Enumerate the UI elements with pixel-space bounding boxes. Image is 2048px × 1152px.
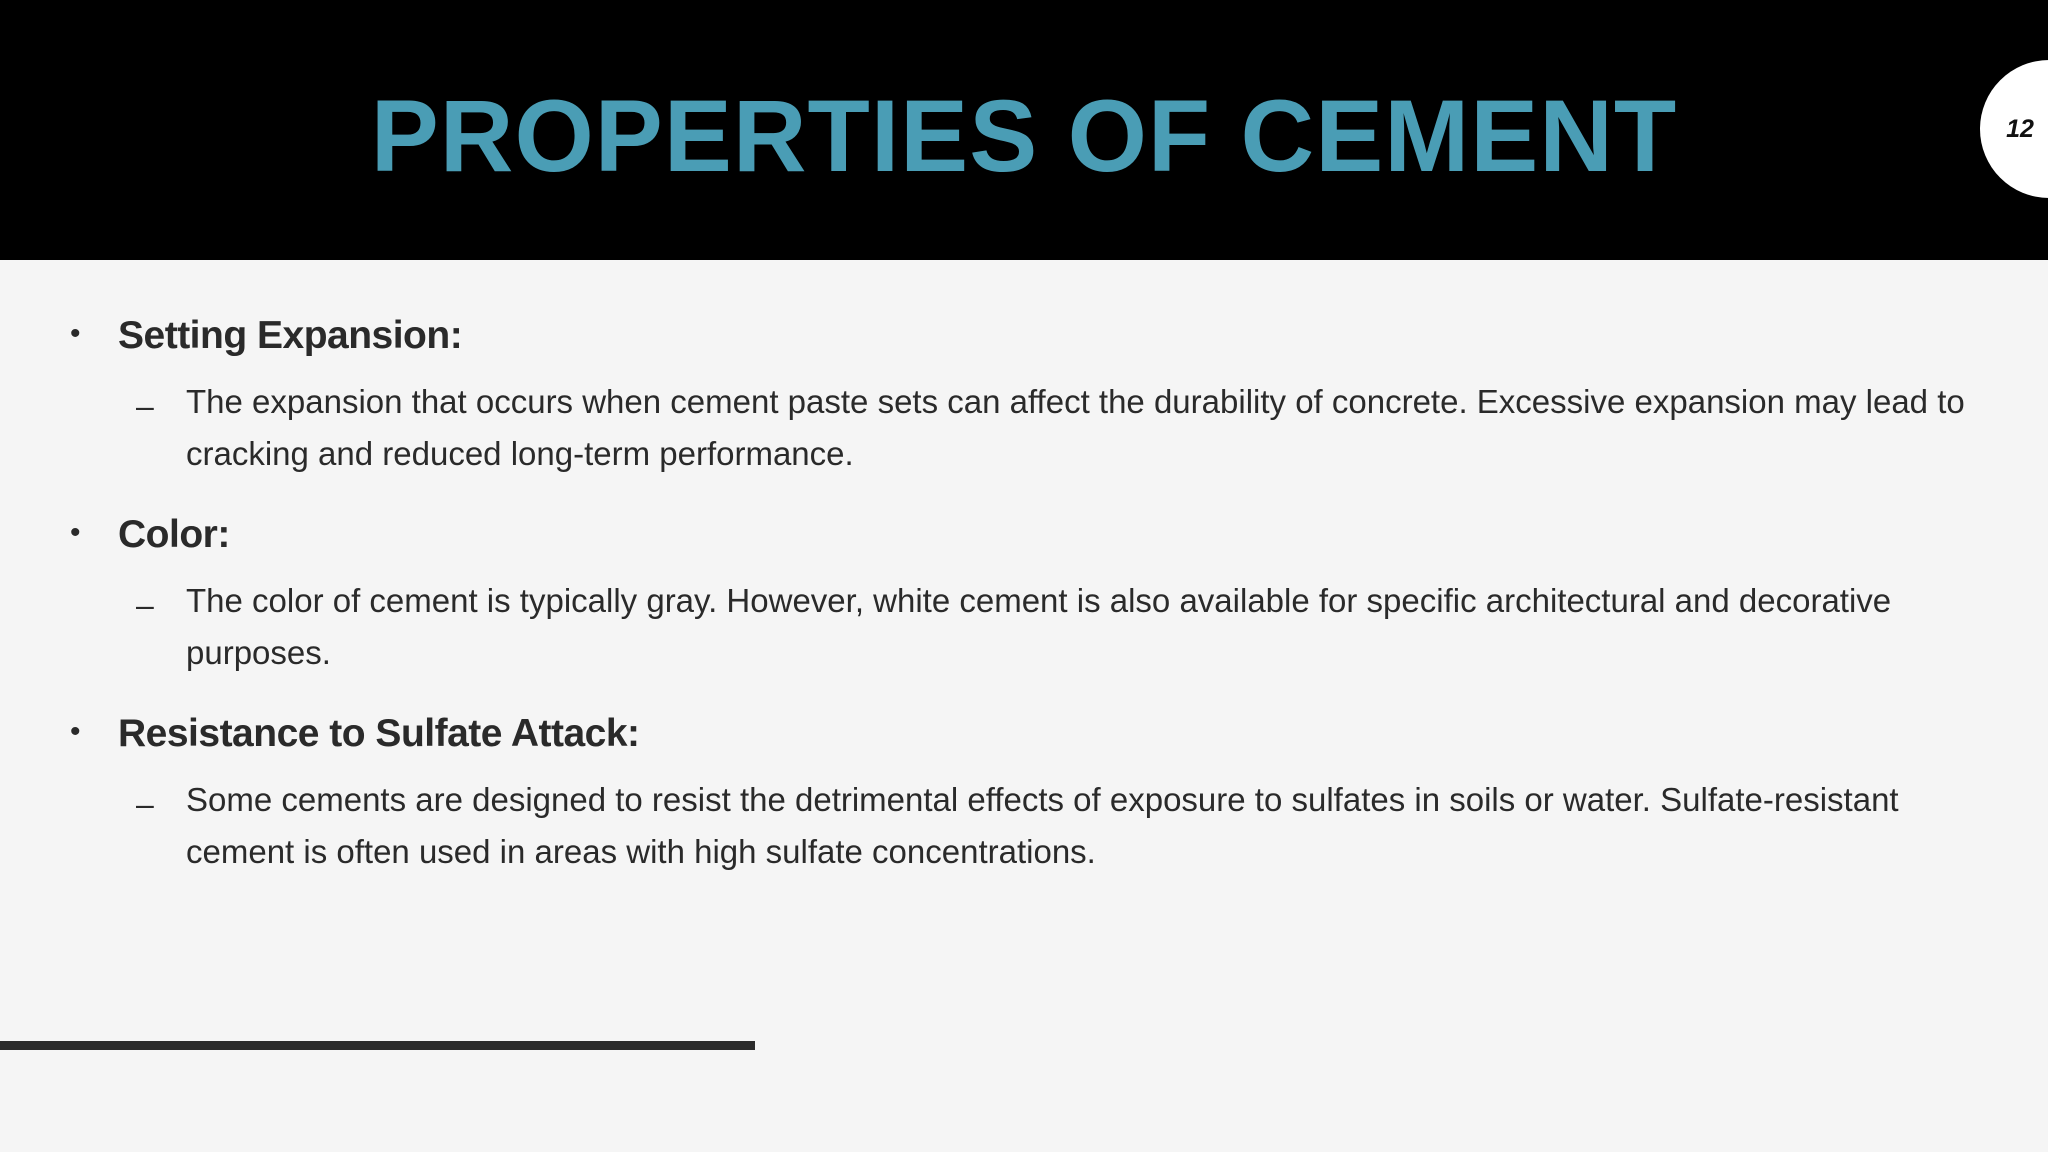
sub-bullet-text: The color of cement is typically gray. However, white cement is also available for specific architectural and decorative purposes. xyxy=(186,582,1892,671)
bullet-item-color xyxy=(0,499,2048,698)
slide-content xyxy=(0,300,2048,897)
bullet-item-sulfate-resistance xyxy=(0,698,2048,897)
bullet-heading: Color: xyxy=(118,513,230,556)
bullet-icon: • xyxy=(70,715,81,748)
bullet-icon: • xyxy=(70,317,81,350)
footer-divider-bar xyxy=(0,1041,755,1050)
slide-title: PROPERTIES OF CEMENT xyxy=(370,79,1678,193)
dash-icon: – xyxy=(136,786,154,822)
bullet-item-setting-expansion xyxy=(0,300,2048,499)
bullet-icon: • xyxy=(70,516,81,549)
sub-bullet-text: The expansion that occurs when cement paste sets can affect the durability of concrete. Excessive expansion may lead to cracking and reduced long-term performance. xyxy=(186,383,1965,472)
dash-icon: – xyxy=(136,587,154,623)
dash-icon: – xyxy=(136,388,154,424)
bullet-heading: Setting Expansion: xyxy=(118,314,463,357)
page-number: 12 xyxy=(2006,115,2034,143)
bullet-heading: Resistance to Sulfate Attack: xyxy=(118,712,640,755)
sub-bullet-text: Some cements are designed to resist the detrimental effects of exposure to sulfates in soils or water. Sulfate-resistant cement is often used in areas with high sulfate concentrations. xyxy=(186,781,1899,870)
